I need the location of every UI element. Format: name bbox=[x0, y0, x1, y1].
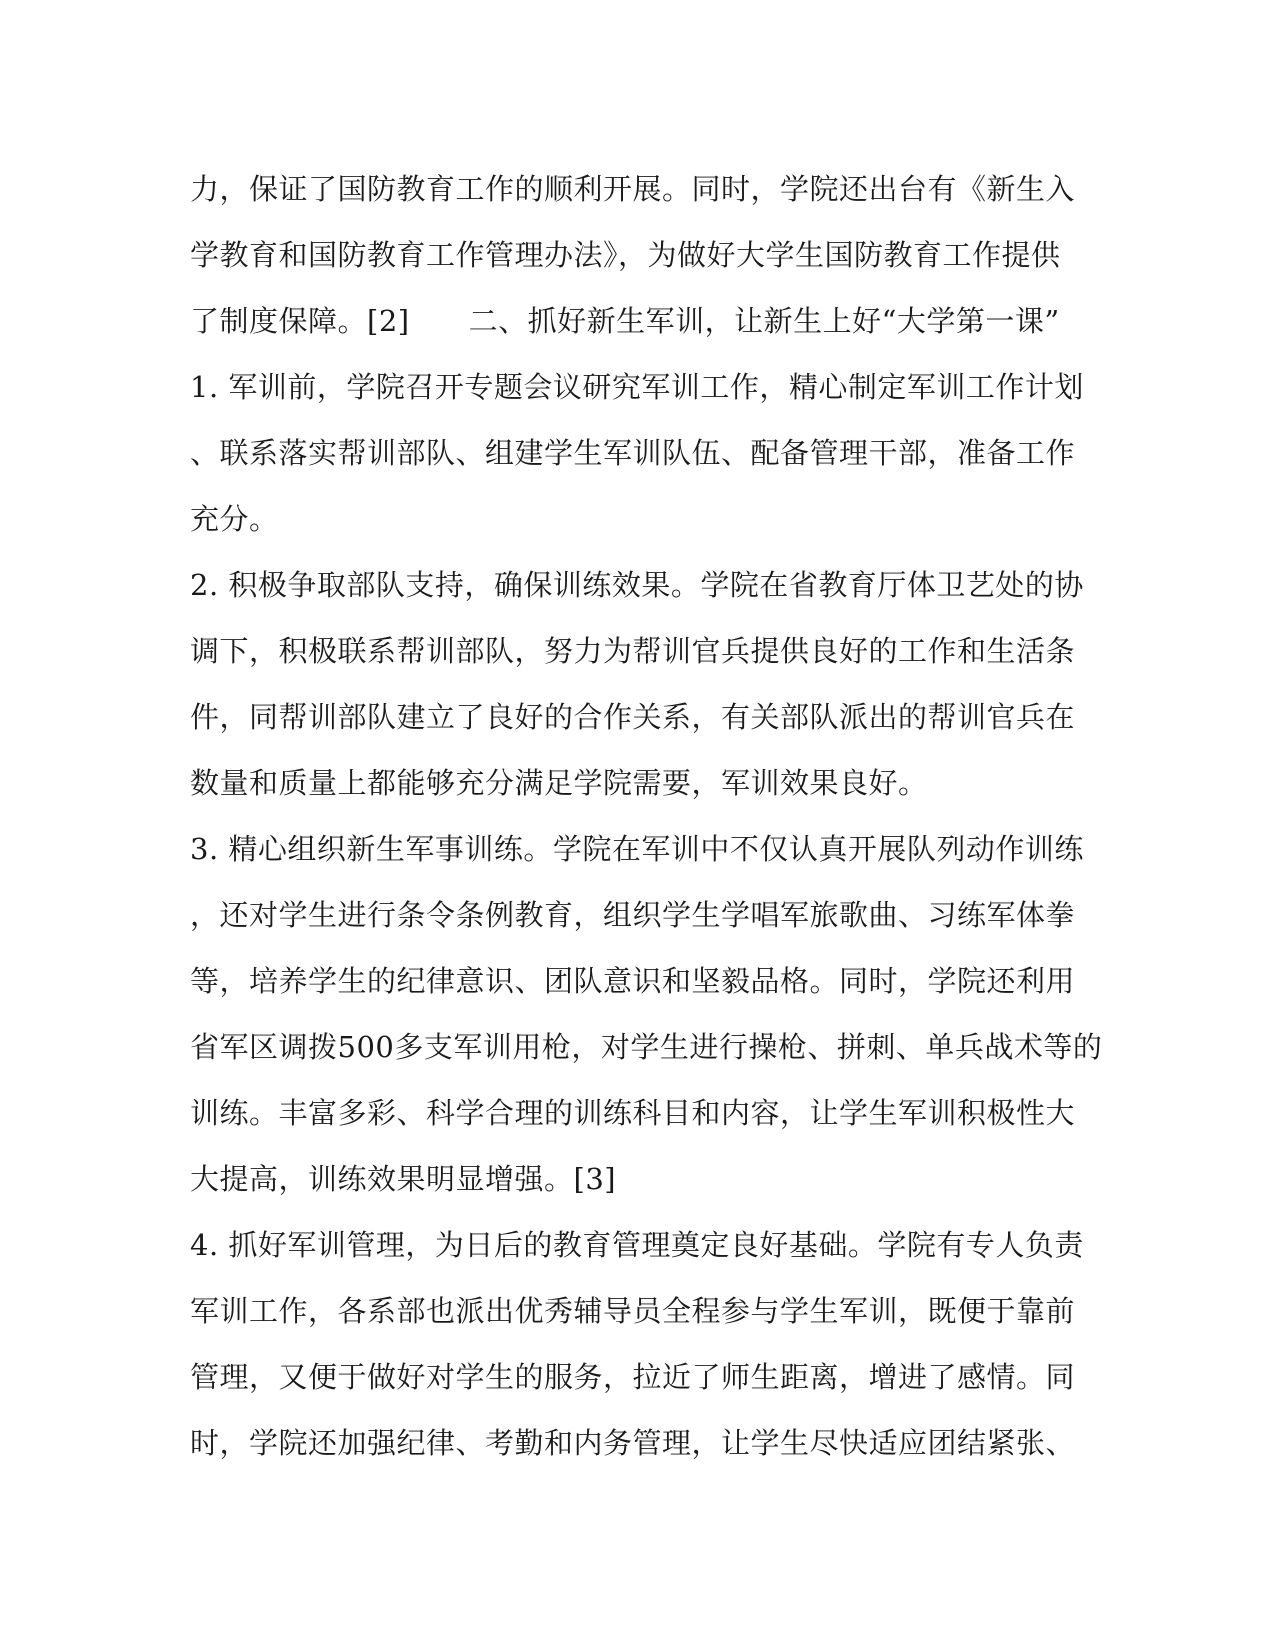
text-line: 4. 抓好军训管理，为日后的教育管理奠定良好基础。学院有专人负责 bbox=[190, 1228, 1084, 1262]
text-line: ，还对学生进行条令条例教育，组织学生学唱军旅歌曲、习练军体拳 bbox=[190, 898, 1076, 932]
text-line: 调下，积极联系帮训部队，努力为帮训官兵提供良好的工作和生活条 bbox=[190, 634, 1076, 668]
text-line: 省军区调拨500多支军训用枪，对学生进行操枪、拼刺、单兵战术等的 bbox=[190, 1030, 1103, 1064]
text-line: 学教育和国防教育工作管理办法》，为做好大学生国防教育工作提供 bbox=[190, 238, 1061, 272]
text-line: 、联系落实帮训部队、组建学生军训队伍、配备管理干部，准备工作 bbox=[190, 436, 1076, 470]
text-line: 军训工作，各系部也派出优秀辅导员全程参与学生军训，既便于靠前 bbox=[190, 1294, 1076, 1328]
text-line: 管理，又便于做好对学生的服务，拉近了师生距离，增进了感情。同 bbox=[190, 1360, 1076, 1394]
text-line: 力，保证了国防教育工作的顺利开展。同时，学院还出台有《新生入 bbox=[190, 172, 1076, 206]
text-line: 数量和质量上都能够充分满足学院需要，军训效果良好。 bbox=[190, 766, 928, 800]
text-line: 3. 精心组织新生军事训练。学院在军训中不仅认真开展队列动作训练 bbox=[190, 832, 1084, 866]
text-line: 1. 军训前，学院召开专题会议研究军训工作，精心制定军训工作计划 bbox=[190, 370, 1084, 404]
text-line: 了制度保障。[2] 二、抓好新生军训，让新生上好“大学第一课” bbox=[190, 304, 1060, 338]
text-line: 件，同帮训部队建立了良好的合作关系，有关部队派出的帮训官兵在 bbox=[190, 700, 1076, 734]
text-line: 充分。 bbox=[190, 502, 279, 536]
text-line: 大提高，训练效果明显增强。[3] bbox=[190, 1162, 617, 1196]
text-line: 等，培养学生的纪律意识、团队意识和坚毅品格。同时，学院还利用 bbox=[190, 964, 1076, 998]
text-line: 训练。丰富多彩、科学合理的训练科目和内容，让学生军训积极性大 bbox=[190, 1096, 1076, 1130]
text-line: 时，学院还加强纪律、考勤和内务管理，让学生尽快适应团结紧张、 bbox=[190, 1426, 1076, 1460]
text-line: 2. 积极争取部队支持，确保训练效果。学院在省教育厅体卫艺处的协 bbox=[190, 568, 1084, 602]
body-text bbox=[190, 156, 1103, 1476]
